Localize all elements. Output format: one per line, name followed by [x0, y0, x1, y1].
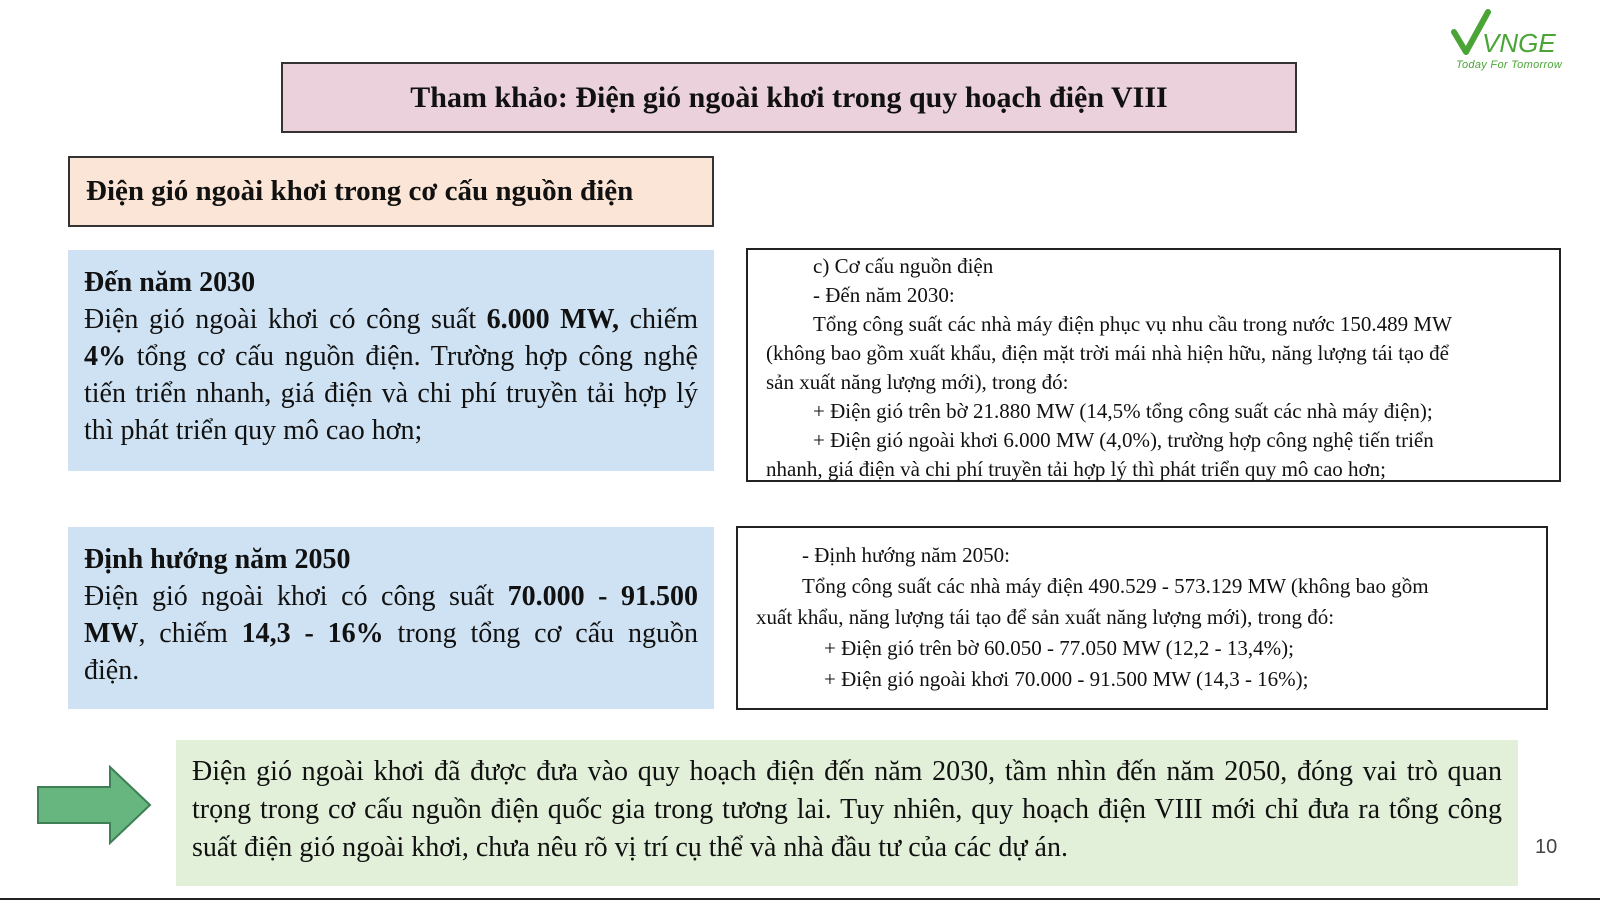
card-2050 — [68, 527, 714, 709]
quote-2050-line: xuất khẩu, năng lượng tái tạo để sản xuất năng lượng mới), trong đó: — [756, 605, 1335, 629]
section-heading: Điện gió ngoài khơi trong cơ cấu nguồn điện — [68, 156, 714, 227]
card-2050-heading: Định hướng năm 2050 — [84, 544, 351, 575]
card-2050-text-3: trong tổng cơ cấu nguồn điện. — [84, 618, 698, 686]
quote-2030-line: + Điện gió ngoài khơi 6.000 MW (4,0%), trường hợp công nghệ tiến triển — [813, 428, 1434, 452]
logo-text: VNGE — [1482, 28, 1556, 58]
quote-2030-line: + Điện gió trên bờ 21.880 MW (14,5% tổng công suất các nhà máy điện); — [813, 399, 1433, 423]
quote-2050 — [736, 526, 1548, 710]
card-2030-capacity: 6.000 MW, — [486, 304, 620, 335]
quote-2050-line: - Định hướng năm 2050: — [802, 543, 1010, 567]
card-2030-text-1: Điện gió ngoài khơi có công suất — [84, 304, 487, 335]
card-2030 — [68, 250, 714, 471]
quote-2030-line: c) Cơ cấu nguồn điện — [813, 254, 994, 278]
card-2050-text-1: Điện gió ngoài khơi có công suất — [84, 581, 508, 612]
page-number: 10 — [1535, 836, 1558, 858]
conclusion-text: Điện gió ngoài khơi đã được đưa vào quy hoạch điện đến năm 2030, tầm nhìn đến năm 2050, đóng vai trò quan trọng trong cơ cấu nguồn điện quốc gia trong tương lai. Tuy nhiên, quy hoạch điện VIII mới chỉ đưa ra tổng công suất điện gió ngoài khơi, chưa nêu rõ vị trí cụ thể và nhà đầu tư của các dự án. — [176, 740, 1518, 886]
card-2050-capacity: 70.000 - 91.500 MW — [84, 581, 698, 649]
card-2030-share: 4% — [84, 341, 126, 372]
logo-tagline: Today For Tomorrow — [1456, 59, 1563, 71]
quote-2030 — [746, 248, 1561, 482]
right-arrow-icon — [36, 765, 154, 845]
card-2030-heading: Đến năm 2030 — [84, 267, 256, 298]
vnge-logo — [1448, 8, 1596, 78]
logo-mark — [1448, 8, 1596, 60]
quote-2050-line: + Điện gió trên bờ 60.050 - 77.050 MW (12,2 - 13,4%); — [824, 636, 1294, 660]
slide-title: Tham khảo: Điện gió ngoài khơi trong quy hoạch điện VIII — [281, 62, 1297, 133]
quote-2050-line: + Điện gió ngoài khơi 70.000 - 91.500 MW (14,3 - 16%); — [824, 667, 1309, 691]
card-2050-text-2: , chiếm — [138, 618, 242, 649]
quote-2030-line: (không bao gồm xuất khẩu, điện mặt trời mái nhà hiện hữu, năng lượng tái tạo để — [766, 341, 1449, 365]
card-2050-share: 14,3 - 16% — [241, 618, 384, 649]
quote-2030-line: nhanh, giá điện và chi phí truyền tải hợp lý thì phát triển quy mô cao hơn; — [766, 457, 1386, 481]
quote-2030-line: - Đến năm 2030: — [813, 283, 955, 307]
card-2030-text-3: tổng cơ cấu nguồn điện. Trường hợp công nghệ tiến triển nhanh, giá điện và chi phí truyền tải hợp lý thì phát triển quy mô cao hơn; — [84, 341, 698, 446]
quote-2050-line: Tổng công suất các nhà máy điện 490.529 - 573.129 MW (không bao gồm — [802, 574, 1429, 598]
card-2030-text-2: chiếm — [619, 304, 698, 335]
quote-2030-line: Tổng công suất các nhà máy điện phục vụ nhu cầu trong nước 150.489 MW — [813, 312, 1452, 336]
quote-2030-line: sản xuất năng lượng mới), trong đó: — [766, 370, 1069, 394]
